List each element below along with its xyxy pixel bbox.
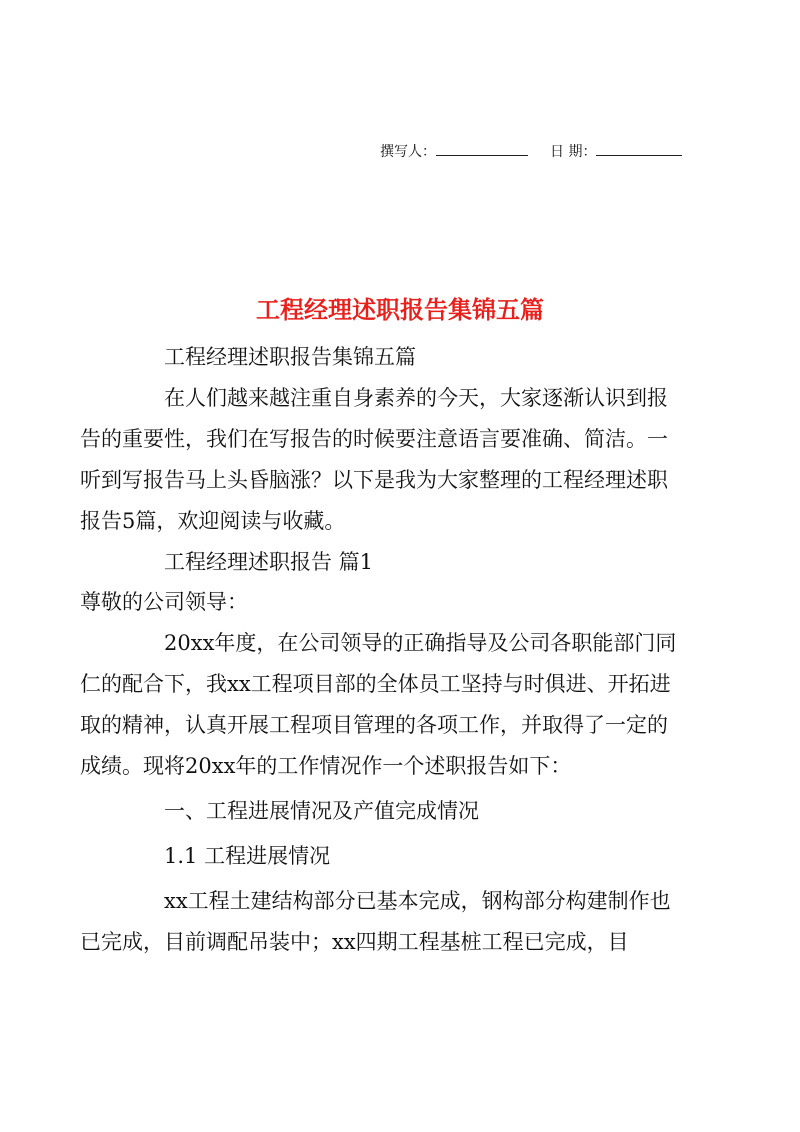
section-heading-progress: 一、工程进展情况及产值完成情况	[164, 798, 479, 823]
progress-paragraph: xx工程土建结构部分已基本完成，钢构部分构建制作也已完成，目前调配吊装中；xx四期工程基桩工程已完成，目	[80, 888, 671, 954]
section-heading-1: 工程经理述职报告 篇1	[164, 549, 374, 574]
author-label: 撰写人：	[380, 144, 436, 160]
document-body	[80, 337, 682, 963]
document-title: 工程经理述职报告集锦五篇	[256, 295, 544, 324]
author-blank-field[interactable]	[436, 140, 528, 156]
salutation-paragraph: 尊敬的公司领导：	[80, 590, 248, 615]
report-intro-paragraph: 20xx年度，在公司领导的正确指导及公司各职能部门同仁的配合下，我xx工程项目部的全体员工坚持与时俱进、开拓进取的精神，认真开展工程项目管理的各项工作，并取得了一定的成绩。现将20xx年的工作情况作一个述职报告如下：	[80, 631, 677, 779]
date-label: 日 期：	[550, 144, 597, 160]
intro-paragraph: 在人们越来越注重自身素养的今天，大家逐渐认识到报告的重要性，我们在写报告的时候要注意语言要准确、简洁。一听到写报告马上头昏脑涨？以下是我为大家整理的工程经理述职报告5篇，欢迎阅读与收藏。	[80, 385, 668, 533]
subsection-heading-1-1: 1.1 工程进展情况	[164, 843, 331, 868]
subtitle-paragraph: 工程经理述职报告集锦五篇	[164, 345, 416, 369]
date-blank-field[interactable]	[596, 140, 682, 156]
author-date-line	[380, 140, 680, 162]
